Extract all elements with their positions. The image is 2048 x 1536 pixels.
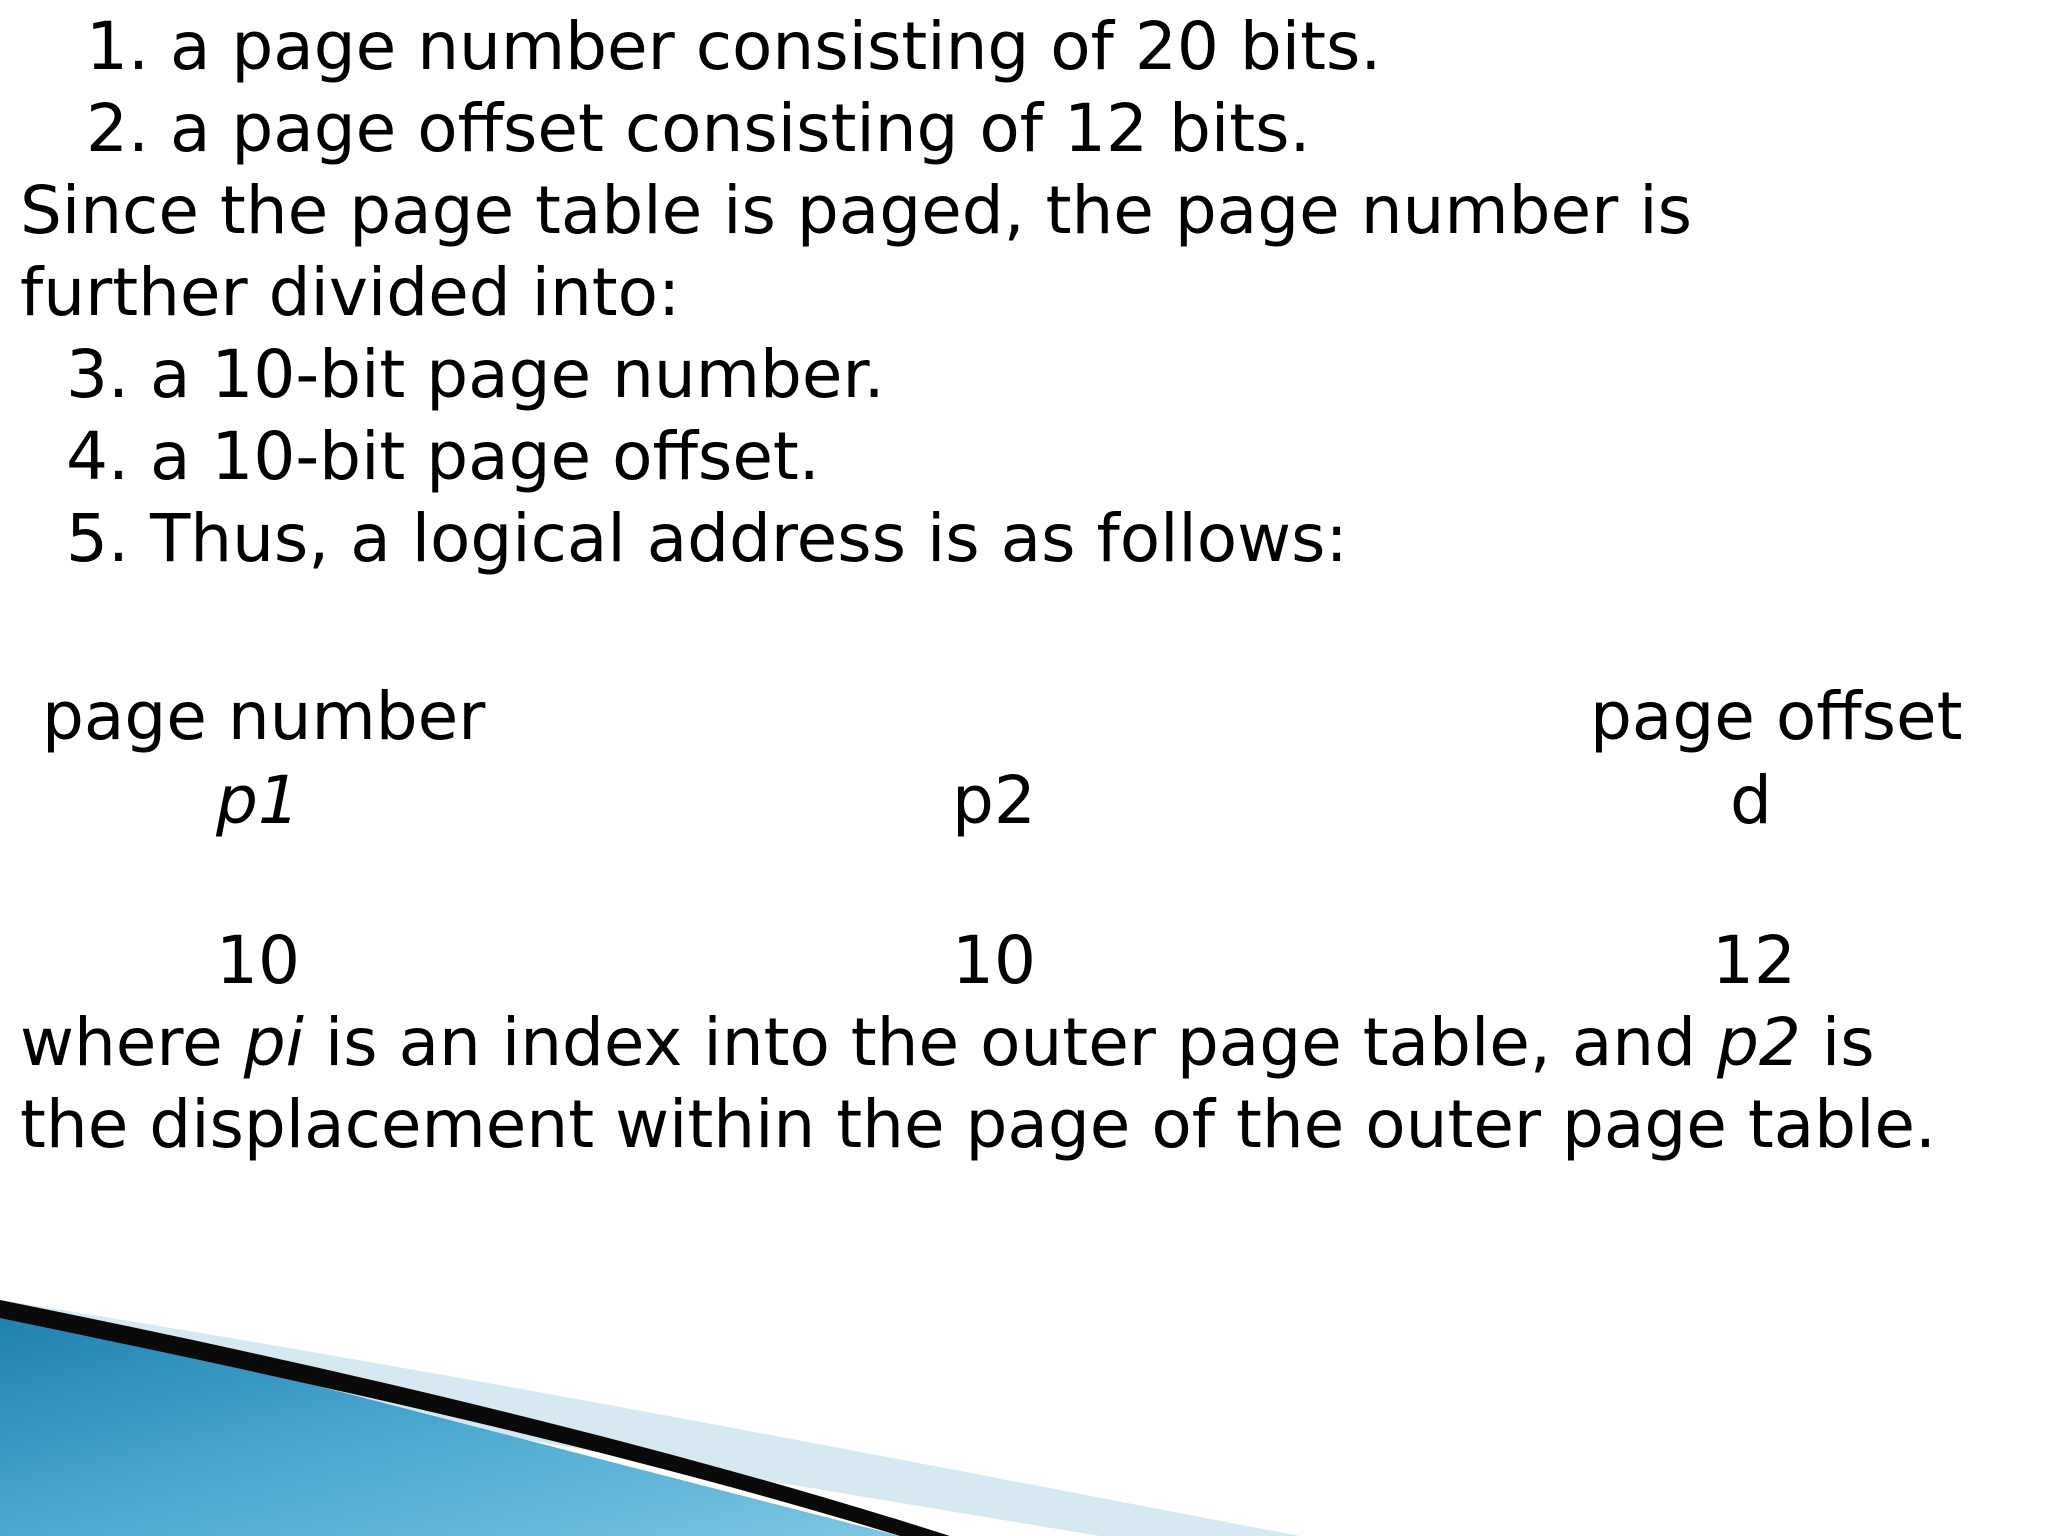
list-item-1: 1. a page number consisting of 20 bits.: [86, 8, 1382, 85]
explanation-p2-term: p2: [1717, 1004, 1801, 1081]
page-number-label: page number: [42, 678, 486, 755]
field-p2-name: p2: [952, 762, 1036, 839]
field-p2-bits: 10: [952, 922, 1036, 999]
list-item-4: 4. a 10-bit page offset.: [66, 418, 820, 495]
list-item-5: 5. Thus, a logical address is as follows:: [66, 500, 1348, 577]
wave-light-band: [0, 1300, 1300, 1536]
explanation-pi-term: pi: [243, 1004, 304, 1081]
explanation-text-part2: is an index into the outer page table, and: [303, 1004, 1717, 1081]
page-offset-label: page offset: [1590, 678, 1963, 755]
wave-blue-band: [0, 1305, 900, 1536]
field-p1-bits: 10: [216, 922, 300, 999]
list-item-3: 3. a 10-bit page number.: [66, 336, 885, 413]
field-p1-name: p1: [216, 762, 300, 839]
list-item-2: 2. a page offset consisting of 12 bits.: [86, 90, 1311, 167]
explanation-line-2: the displacement within the page of the outer page table.: [20, 1086, 1936, 1163]
paragraph-line-1: Since the page table is paged, the page number is: [20, 172, 1692, 249]
field-d-bits: 12: [1712, 922, 1796, 999]
explanation-text-part3: is: [1800, 1004, 1875, 1081]
explanation-line-1: [20, 1004, 1875, 1081]
paragraph-line-2: further divided into:: [20, 254, 681, 331]
explanation-text-part1: where: [20, 1004, 244, 1081]
field-d-name: d: [1730, 762, 1772, 839]
wave-dark-stroke: [0, 1300, 950, 1536]
